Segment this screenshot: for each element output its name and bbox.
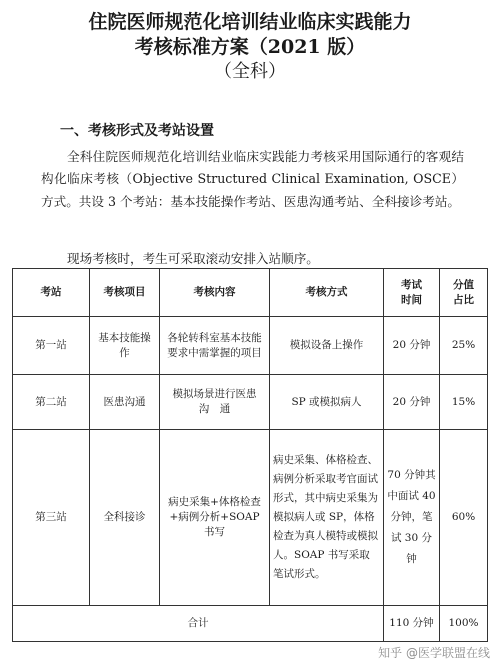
section-heading: 一、考核形式及考站设置 bbox=[60, 123, 214, 139]
header-time-line1: 考试 bbox=[401, 278, 422, 291]
row2-method: SP 或模拟病人 bbox=[270, 375, 384, 430]
doc-title-line1: 住院医师规范化培训结业临床实践能力 bbox=[88, 11, 412, 33]
table-row bbox=[13, 375, 488, 430]
row3-item: 全科接诊 bbox=[90, 430, 160, 606]
table-total-row bbox=[13, 606, 488, 642]
row3-content: 病史采集+体格检查+病例分析+SOAP 书写 bbox=[160, 430, 270, 606]
row1-station: 第一站 bbox=[13, 317, 90, 375]
header-method: 考核方式 bbox=[270, 269, 384, 317]
row3-station: 第三站 bbox=[13, 430, 90, 606]
header-item: 考核项目 bbox=[90, 269, 160, 317]
doc-title-line2: 考核标准方案（2021 版） bbox=[134, 36, 366, 58]
row2-item: 医患沟通 bbox=[90, 375, 160, 430]
header-weight-line1: 分值 bbox=[453, 278, 474, 291]
intro-paragraph: 全科住院医师规范化培训结业临床实践能力考核采用国际通行的客观结构化临床考核（Objective Structured Clinical Examination, OSCE）方式。共设 3 个考站：基本技能操作考站、医患沟通考站、全科接诊考站。 bbox=[41, 149, 464, 209]
total-label: 合计 bbox=[13, 606, 384, 642]
row1-weight: 25% bbox=[440, 317, 488, 375]
header-weight-line2: 占比 bbox=[453, 293, 474, 306]
row2-station: 第二站 bbox=[13, 375, 90, 430]
row2-time: 20 分钟 bbox=[384, 375, 440, 430]
row1-method: 模拟设备上操作 bbox=[270, 317, 384, 375]
row2-content: 模拟场景进行医患 沟 通 bbox=[160, 375, 270, 430]
watermark: 知乎 @医学联盟在线 bbox=[378, 646, 490, 660]
row2-weight: 15% bbox=[440, 375, 488, 430]
assessment-table bbox=[12, 268, 488, 642]
table-row bbox=[13, 430, 488, 606]
total-weight: 100% bbox=[440, 606, 488, 642]
row3-weight: 60% bbox=[440, 430, 488, 606]
header-content: 考核内容 bbox=[160, 269, 270, 317]
row1-time: 20 分钟 bbox=[384, 317, 440, 375]
row1-content: 各轮转科室基本技能要求中需掌握的项目 bbox=[160, 317, 270, 375]
doc-title-line3: （全科） bbox=[214, 61, 286, 82]
row1-item: 基本技能操 作 bbox=[90, 317, 160, 375]
total-time: 110 分钟 bbox=[384, 606, 440, 642]
header-time-line2: 时间 bbox=[401, 293, 422, 306]
row3-method: 病史采集、体格检查、病例分析采取考官面试形式，其中病史采集为模拟病人或 SP，体格检查为真人模特或模拟人。SOAP 书写采取笔试形式。 bbox=[270, 430, 384, 606]
order-paragraph: 现场考核时，考生可采取滚动安排入站顺序。 bbox=[67, 251, 319, 266]
header-weight bbox=[440, 269, 488, 317]
header-station: 考站 bbox=[13, 269, 90, 317]
table-header-row bbox=[13, 269, 488, 317]
header-time bbox=[384, 269, 440, 317]
row3-time: 70 分钟其中面试 40 分钟，笔试 30 分钟 bbox=[384, 430, 440, 606]
table-row bbox=[13, 317, 488, 375]
